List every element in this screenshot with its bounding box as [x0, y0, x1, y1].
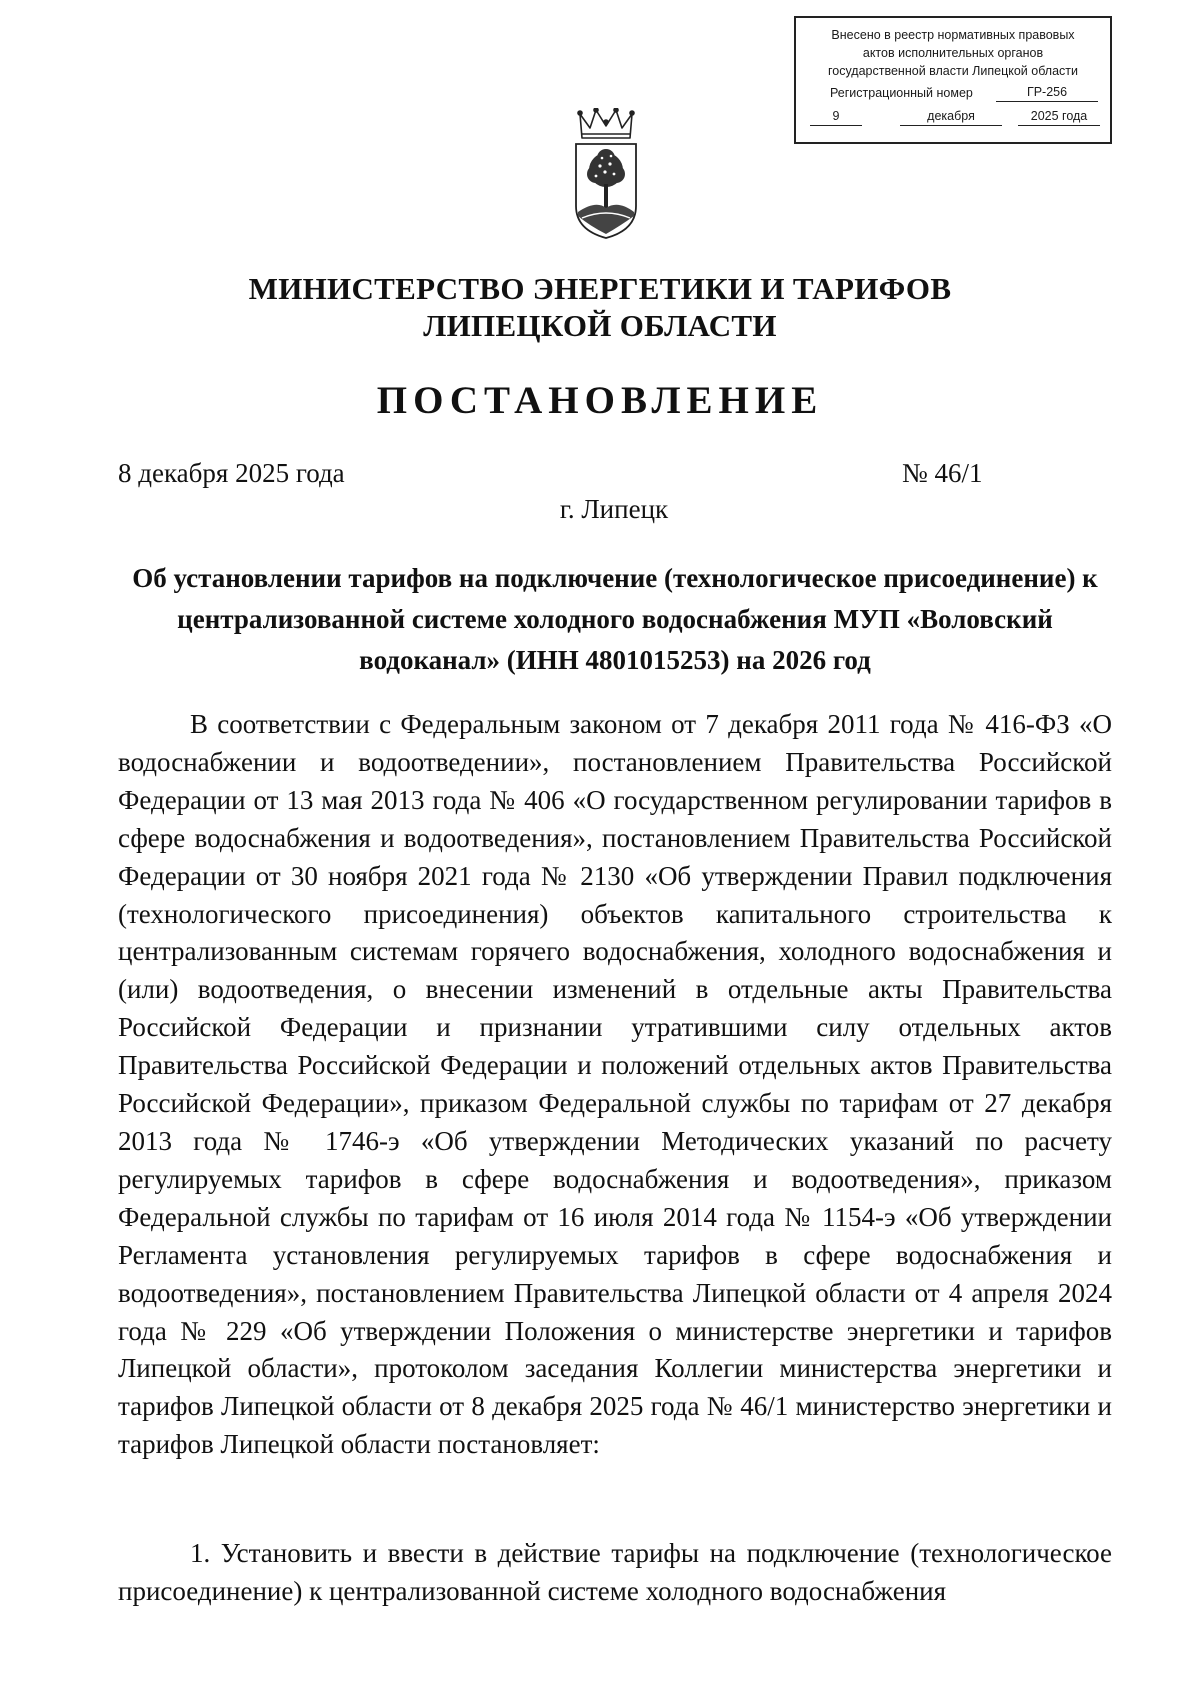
stamp-registration-label: Регистрационный номер	[830, 86, 973, 100]
ministry-name-line-1: МИНИСТЕРСТВО ЭНЕРГЕТИКИ И ТАРИФОВ	[248, 271, 952, 306]
registry-stamp	[794, 16, 1112, 144]
document-type: ПОСТАНОВЛЕНИЕ	[376, 379, 824, 422]
clause-1-paragraph: 1. Установить и ввести в действие тарифы на подключение (технологическое присоединение) к централизованной системе холодного водоснабжения	[118, 1538, 1112, 1606]
document-subject: Об установлении тарифов на подключение (технологическое присоединение) к централизованной системе холодного водоснабжения МУП «Воловский водоканал» (ИНН 4801015253) на 2026 год	[132, 563, 1098, 675]
stamp-line-2: актов исполнительных органов	[862, 46, 1044, 60]
stamp-month: декабря	[900, 108, 1002, 126]
stamp-year: 2025 года	[1018, 108, 1100, 126]
document-city: г. Липецк	[559, 494, 669, 524]
coat-of-arms-icon	[572, 108, 640, 240]
stamp-registration-number: ГР-256	[996, 84, 1098, 102]
ministry-name	[0, 270, 1200, 344]
document-number: № 46/1	[902, 458, 983, 488]
ministry-name-line-2: ЛИПЕЦКОЙ ОБЛАСТИ	[423, 308, 777, 343]
stamp-line-3: государственной власти Липецкой области	[827, 64, 1079, 78]
preamble-paragraph: В соответствии с Федеральным законом от 7 декабря 2011 года № 416-ФЗ «О водоснабжении и водоотведении», постановлением Правительства Российской Федерации от 13 мая 2013 года № 406 «О государственном регулировании тарифов в сфере водоснабжения и водоотведения», постановлением Правительства Российской Федерации от 30 ноября 2021 года № 2130 «Об утверждении Правил подключения (технологического присоединения) объектов капитального строительства к централизованным системам горячего водоснабжения, холодного водоснабжения и (или) водоотведения, о внесении изменений в отдельные акты Правительства Российской Федерации и признании утратившими силу отдельных актов Правительства Российской Федерации и положений отдельных актов Правительства Российской Федерации», приказом Федеральной службы по тарифам от 27 декабря 2013 года № 1746-э «Об утверждении Методических указаний по расчету регулируемых тарифов в сфере водоснабжения и водоотведения», приказом Федеральной службы по тарифам от 16 июля 2014 года № 1154-э «Об утверждении Регламента установления регулируемых тарифов в сфере водоснабжения и водоотведения», постановлением Правительства Липецкой области от 4 апреля 2024 года № 229 «Об утверждении Положения о министерстве энергетики и тарифов Липецкой области», протоколом заседания Коллегии министерства энергетики и тарифов Липецкой области от 8 декабря 2025 года № 46/1 министерство энергетики и тарифов Липецкой области постановляет:	[118, 709, 1112, 1460]
stamp-day: 9	[810, 108, 862, 126]
stamp-line-1: Внесено в реестр нормативных правовых	[831, 28, 1075, 42]
document-date: 8 декабря 2025 года	[118, 458, 345, 488]
